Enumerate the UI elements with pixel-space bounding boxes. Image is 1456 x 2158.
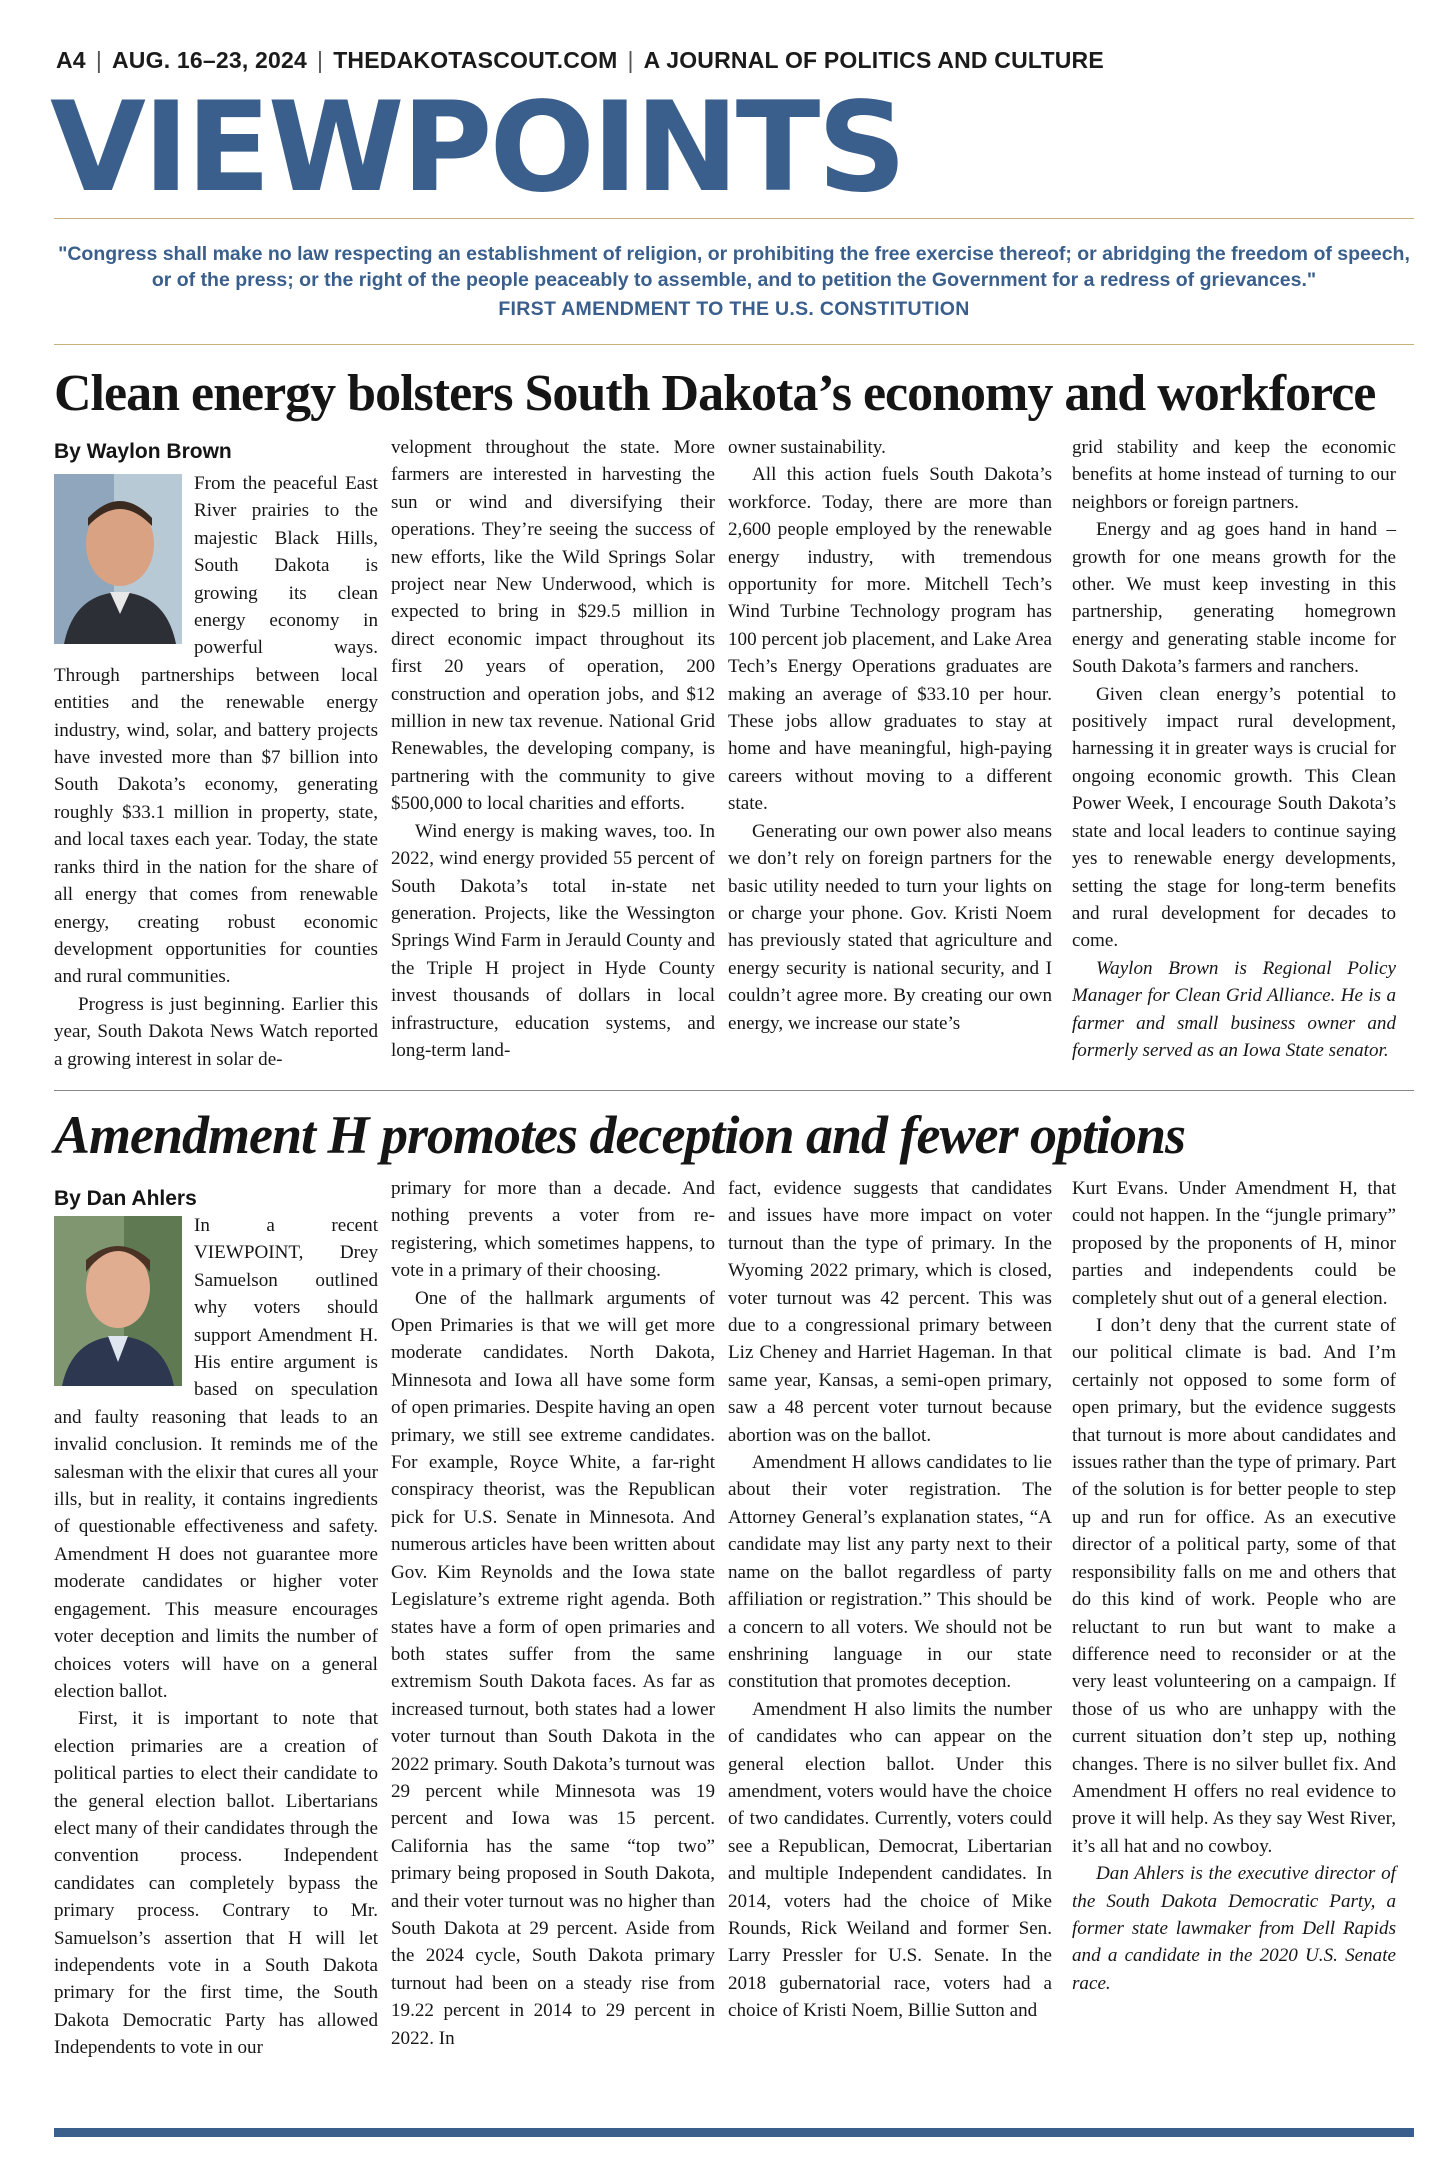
article2-paragraph: Amendment H allows candidates to lie about their voter registration. The Attorney General’s explanation states, “A candidate may list any party next to their name on the ballot regardless of party affiliation or registration.” This should be a concern to all voters. We should not be enshrining language in our state constitution that promotes deception. xyxy=(728,1452,1052,1693)
article1-column-1 xyxy=(54,470,378,1073)
masthead: A4 | AUG. 16–23, 2024 | THEDAKOTASCOUT.COM | A JOURNAL OF POLITICS AND CULTURE xyxy=(56,47,1104,73)
author-photo-dan-ahlers xyxy=(54,1216,182,1386)
article1-paragraph: Generating our own power also means we don’t rely on foreign partners for the basic utility needed to turn your lights on or charge your phone. Gov. Kristi Noem has previously stated that agriculture and energy security is national security, and I couldn’t agree more. By creating our own energy, we increase our state’s xyxy=(728,820,1052,1034)
article1-byline: By Waylon Brown xyxy=(54,440,232,463)
article1-paragraph: grid stability and keep the economic benefits at home instead of turning to our neighbors or foreign partners. xyxy=(1072,437,1396,513)
newspaper-page xyxy=(50,0,1414,2158)
article2-paragraph: In a recent VIEWPOINT, Drey Samuelson outlined why voters should support Amendment H. His entire argument is based on speculation and faulty reasoning that leads to an invalid conclusion. It reminds me of the salesman with the elixir that cures all your ills, but in reality, it contains ingredients of questionable effectiveness and safety. Amendment H does not guarantee more moderate candidates or higher voter engagement. This measure encourages voter deception and limits the number of choices voters will have on a general election ballot. xyxy=(54,1215,378,1702)
site-name: THEDAKOTASCOUT.COM xyxy=(333,47,618,73)
footer-bar xyxy=(54,2128,1414,2137)
article1-paragraph: velopment throughout the state. More farmers are interested in harvesting the sun or wind and diversifying their operations. They’re seeing the success of new efforts, like the Wild Springs Solar project near New Underwood, which is expected to bring in $29.5 million in direct economic impact throughout its first 20 years of operation, 200 construction and operation jobs, and $12 million in new tax revenue. National Grid Renewables, the developing company, is partnering with the community to give $500,000 to local charities and efforts. xyxy=(391,437,715,815)
article1-paragraph: Given clean energy’s potential to positively impact rural development, harnessing it in greater ways is crucial for ongoing economic growth. This Clean Power Week, I encourage South Dakota’s state and local leaders to continue saying yes to renewable energy developments, setting the stage for long-term benefits and rural development for decades to come. xyxy=(1072,683,1396,952)
article1-author-bio: Waylon Brown is Regional Policy Manager for Clean Grid Alliance. He is a farmer and small business owner and formerly served as an Iowa State senator. xyxy=(1072,957,1396,1061)
article2-headline: Amendment H promotes deception and fewer options xyxy=(54,1105,1186,1165)
author-photo-waylon-brown xyxy=(54,474,182,644)
article2-byline: By Dan Ahlers xyxy=(54,1187,197,1210)
tagline: A JOURNAL OF POLITICS AND CULTURE xyxy=(643,47,1104,73)
article1-paragraph: Progress is just beginning. Earlier this year, South Dakota News Watch reported a growing interest in solar de- xyxy=(54,993,378,1070)
article2-paragraph: I don’t deny that the current state of our political climate is bad. And I’m certainly not opposed to some form of open primary, but the evidence suggests that turnout is more about candidates and issues rather than the type of primary. Part of the solution is for better people to step up and run for office. As an executive director of a political party, some of that responsibility falls on me and others that do this kind of work. People who are reluctant to run but want to make a difference need to reconsider or at the very least volunteering on a campaign. If those of us who are unhappy with the current situation don’t step up, nothing changes. There is no silver bullet fix. And Amendment H offers no real evidence to prove it will help. As they say West River, it’s all hat and no cowboy. xyxy=(1072,1315,1396,1857)
article2-paragraph: Amendment H also limits the number of candidates who can appear on the general election ballot. Under this amendment, voters would have the choice of two candidates. Currently, voters could see a Republican, Democrat, Libertarian and multiple Independent candidates. In 2014, voters had the choice of Mike Rounds, Rick Weiland and former Sen. Larry Pressler for U.S. Senate. In the 2018 gubernatorial race, voters had a choice of Kristi Noem, Billie Sutton and xyxy=(728,1698,1052,2022)
article1-column-3 xyxy=(728,434,1052,1037)
page-number: A4 xyxy=(56,47,86,73)
epigraph-quote: "Congress shall make no law respecting an establishment of religion, or prohibiting the free exercise thereof; or abridging the freedom of speech, or of the press; or the right of the people peaceably to assemble, and to petition the Government for a redress of grievances." xyxy=(58,243,1410,291)
epigraph-source: FIRST AMENDMENT TO THE U.S. CONSTITUTION xyxy=(498,298,970,320)
article2-paragraph: One of the hallmark arguments of Open Primaries is that we will get more moderate candidates. North Dakota, Minnesota and Iowa all have some form of open primaries. Despite having an open primary, we still see extreme candidates. For example, Royce White, a far-right conspiracy theorist, was the Republican pick for U.S. Senate in Minnesota. And numerous articles have been written about Gov. Kim Reynolds and the Iowa state Legislature’s extreme right agenda. Both states have a form of open primaries and both states suffer from the same extremism South Dakota faces. As far as increased turnout, both states had a lower voter turnout than South Dakota in the 2022 primary. South Dakota’s turnout was 29 percent while Minnesota was 19 percent and Iowa was 15 percent. California has the same “top two” primary being proposed in South Dakota, and their voter turnout was no higher than South Dakota at 29 percent. Aside from the 2024 cycle, South Dakota primary turnout had been on a steady rise from 19.22 percent in 2014 to 29 percent in 2022. In xyxy=(391,1287,715,2049)
article1-paragraph: Wind energy is making waves, too. In 2022, wind energy provided 55 percent of South Dakota’s total in-state net generation. Projects, like the Wessington Springs Wind Farm in Jerauld County and the Triple H project in Hyde County invest thousands of dollars in local infrastructure, education systems, and long-term land- xyxy=(391,820,715,1061)
article1-paragraph: From the peaceful East River prairies to the majestic Black Hills, South Dakota is growing its clean energy economy in powerful ways. Through partnerships between local entities and the renewable energy industry, wind, solar, and battery projects have invested more than $7 billion into South Dakota’s economy, generating roughly $33.1 million in property, state, and local taxes each year. Today, the state ranks third in the nation for the share of all energy that comes from renewable energy, creating robust economic development opportunities for counties and rural communities. xyxy=(54,473,378,988)
article2-paragraph: Kurt Evans. Under Amendment H, that could not happen. In the “jungle primary” proposed by the proponents of H, minor parties and independents could be completely shut out of a general election. xyxy=(1072,1178,1396,1309)
article1-column-4 xyxy=(1072,434,1396,1064)
article2-column-1 xyxy=(54,1212,378,2062)
article1-paragraph: All this action fuels South Dakota’s workforce. Today, there are more than 2,600 people employed by the renewable energy industry, with tremendous opportunity for more. Mitchell Tech’s Wind Turbine Technology program has 100 percent job placement, and Lake Area Tech’s Energy Operations graduates are making an average of $33.10 per hour. These jobs allow graduates to stay at home and have meaningful, high-paying careers without moving to a different state. xyxy=(728,464,1052,815)
top-divider xyxy=(54,218,1414,219)
issue-date: AUG. 16–23, 2024 xyxy=(112,47,307,73)
section-title: VIEWPOINTS xyxy=(50,76,904,220)
article1-paragraph: owner sustainability. xyxy=(728,437,886,458)
epigraph-divider xyxy=(54,344,1414,345)
article1-headline: Clean energy bolsters South Dakota’s economy and workforce xyxy=(54,365,1376,422)
article2-paragraph: First, it is important to note that election primaries are a creation of political parties to elect their candidate to the general election ballot. Libertarians elect many of their candidates through the convention process. Independent candidates can completely bypass the primary process. Contrary to Mr. Samuelson’s assertion that H will let independents vote in a South Dakota primary for the first time, the South Dakota Democratic Party has allowed Independents to vote in our xyxy=(54,1708,378,2059)
article2-column-4 xyxy=(1072,1175,1396,1997)
article2-column-2 xyxy=(391,1175,715,2052)
article2-paragraph: fact, evidence suggests that candidates and issues have more impact on voter turnout than the type of primary. In the Wyoming 2022 primary, which is closed, voter turnout was 42 percent. This was due to a congressional primary between Liz Cheney and Harriet Hageman. In that same year, Kansas, a semi-open primary, saw a 48 percent voter turnout because abortion was on the ballot. xyxy=(728,1178,1052,1446)
article-divider xyxy=(54,1090,1414,1091)
article2-paragraph: primary for more than a decade. And nothing prevents a voter from re-registering, which sometimes happens, to vote in a primary of their choosing. xyxy=(391,1178,715,1282)
article1-paragraph: Energy and ag goes hand in hand – growth for one means growth for the other. We must keep investing in this partnership, generating homegrown energy and generating stable income for South Dakota’s farmers and ranchers. xyxy=(1072,519,1396,678)
article1-column-2 xyxy=(391,434,715,1064)
article2-author-bio: Dan Ahlers is the executive director of the South Dakota Democratic Party, a former state lawmaker from Dell Rapids and a candidate in the 2020 U.S. Senate race. xyxy=(1072,1863,1396,1994)
article2-column-3 xyxy=(728,1175,1052,2025)
